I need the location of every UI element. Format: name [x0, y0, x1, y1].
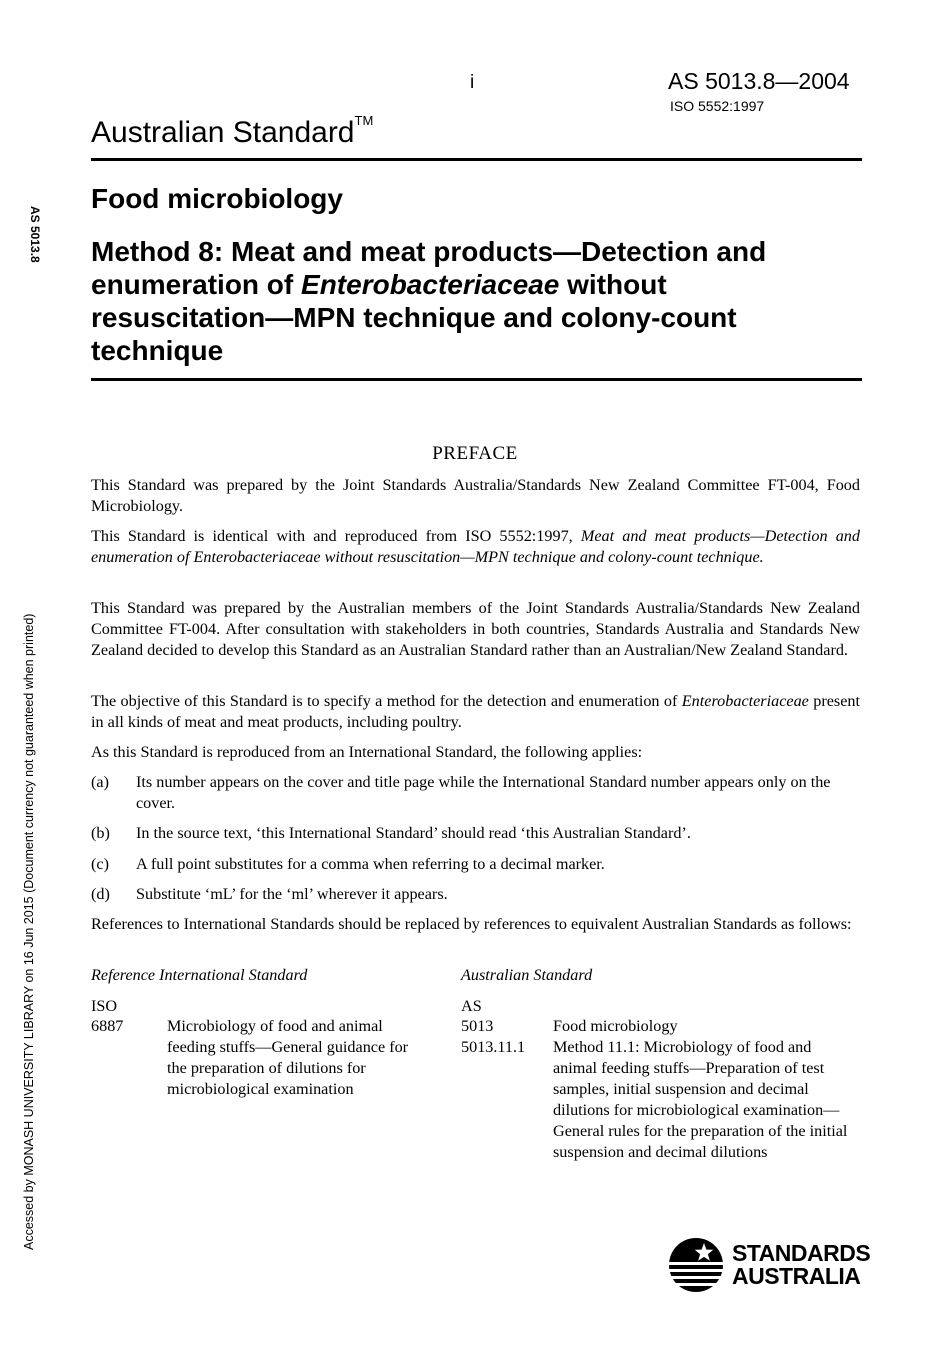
list-item: (c) A full point substitutes for a comma when referring to a decimal marker.	[91, 855, 605, 873]
list-item: (d) Substitute ‘mL’ for the ‘ml’ wherever it appears.	[91, 885, 448, 903]
standard-number: AS 5013.8—2004	[668, 68, 850, 94]
method-title-line-1: Method 8: Meat and meat products—Detection and	[91, 236, 767, 267]
header-rule-top	[91, 158, 862, 161]
preface-paragraph-6: References to International Standards should be replaced by references to equivalent Australian Standards as follows:	[91, 915, 852, 933]
method-title	[91, 235, 851, 367]
access-note: Accessed by MONASH UNIVERSITY LIBRARY on 16 Jun 2015 (Document currency not guaranteed when printed)	[22, 613, 36, 1250]
spine-label: AS 5013.8	[28, 206, 42, 263]
preface-paragraph-1: This Standard was prepared by the Joint Standards Australia/Standards New Zealand Committee FT-004, Food Microbiology.	[91, 476, 860, 515]
method-title-line-2: enumeration of Enterobacteriaceae without	[91, 269, 667, 300]
star-emblem-icon	[668, 1237, 724, 1293]
list-item: (b) In the source text, ‘this International Standard’ should read ‘this Australian Standard’.	[91, 824, 691, 842]
document-title: Food microbiology	[91, 183, 343, 214]
reference-column-header-right: Australian Standard	[461, 966, 593, 984]
list-item: (a) Its number appears on the cover and title page while the International Standard number appears only on the cover.	[91, 773, 831, 812]
preface-paragraph-5: As this Standard is reproduced from an International Standard, the following applies:	[91, 743, 643, 761]
standards-australia-logo	[668, 1237, 871, 1289]
preface-paragraph-2: This Standard is identical with and reproduced from ISO 5552:1997, Meat and meat products—Detection and enumeration of Enterobacteriaceae without resuscitation—MPN technique and colony-count technique.	[91, 527, 860, 566]
as-reference-title-1: Food microbiology	[553, 1017, 678, 1035]
logo-wordmark: STANDARDS AUSTRALIA	[732, 1240, 871, 1289]
organism-name: Enterobacteriaceae	[301, 269, 560, 300]
iso-reference-title: Microbiology of food and animal feeding stuffs—General guidance for the preparation of dilutions for microbiological examination	[167, 1017, 409, 1098]
method-title-line-4: technique	[91, 335, 224, 366]
reference-column-header-left: Reference International Standard	[91, 966, 308, 984]
preface-heading: PREFACE	[432, 443, 518, 464]
trademark-mark: TM	[354, 113, 374, 128]
as-reference-number-2: 5013.11.1	[461, 1038, 526, 1056]
as-reference-title-2: Method 11.1: Microbiology of food and animal feeding stuffs—Preparation of test samples, initial suspension and decimal dilutions for microbiological examination—General rules for the preparation of the initial suspension and decimal dilutions	[553, 1038, 848, 1161]
standard-type	[91, 113, 374, 150]
header-rule-bottom	[91, 378, 862, 381]
as-reference-number-1: 5013	[461, 1017, 494, 1035]
organism-name: Enterobacteriaceae	[681, 692, 809, 710]
preface-paragraph-3: This Standard was prepared by the Australian members of the Joint Standards Australia/Standards New Zealand Committee FT-004. After consultation with stakeholders in both countries, Standards Australia and Standards New Zealand decided to develop this Standard as an Australian Standard rather than an Australian/New Zealand Standard.	[91, 599, 860, 659]
method-title-line-3: resuscitation—MPN technique and colony-count	[91, 302, 737, 333]
iso-number: ISO 5552:1997	[670, 98, 765, 114]
source-title: Meat and meat products—Detection and enumeration of Enterobacteriaceae without resuscitation—MPN technique and colony-count technique.	[91, 527, 860, 566]
as-prefix: AS	[461, 997, 482, 1015]
standard-type-label: Australian Standard	[91, 116, 355, 149]
iso-prefix: ISO	[91, 997, 118, 1015]
iso-reference-number: 6887	[91, 1017, 124, 1035]
page-number: i	[470, 72, 475, 93]
preface-paragraph-4: The objective of this Standard is to specify a method for the detection and enumeration of Enterobacteriaceae present in all kinds of meat and meat products, including poultry.	[91, 692, 860, 731]
